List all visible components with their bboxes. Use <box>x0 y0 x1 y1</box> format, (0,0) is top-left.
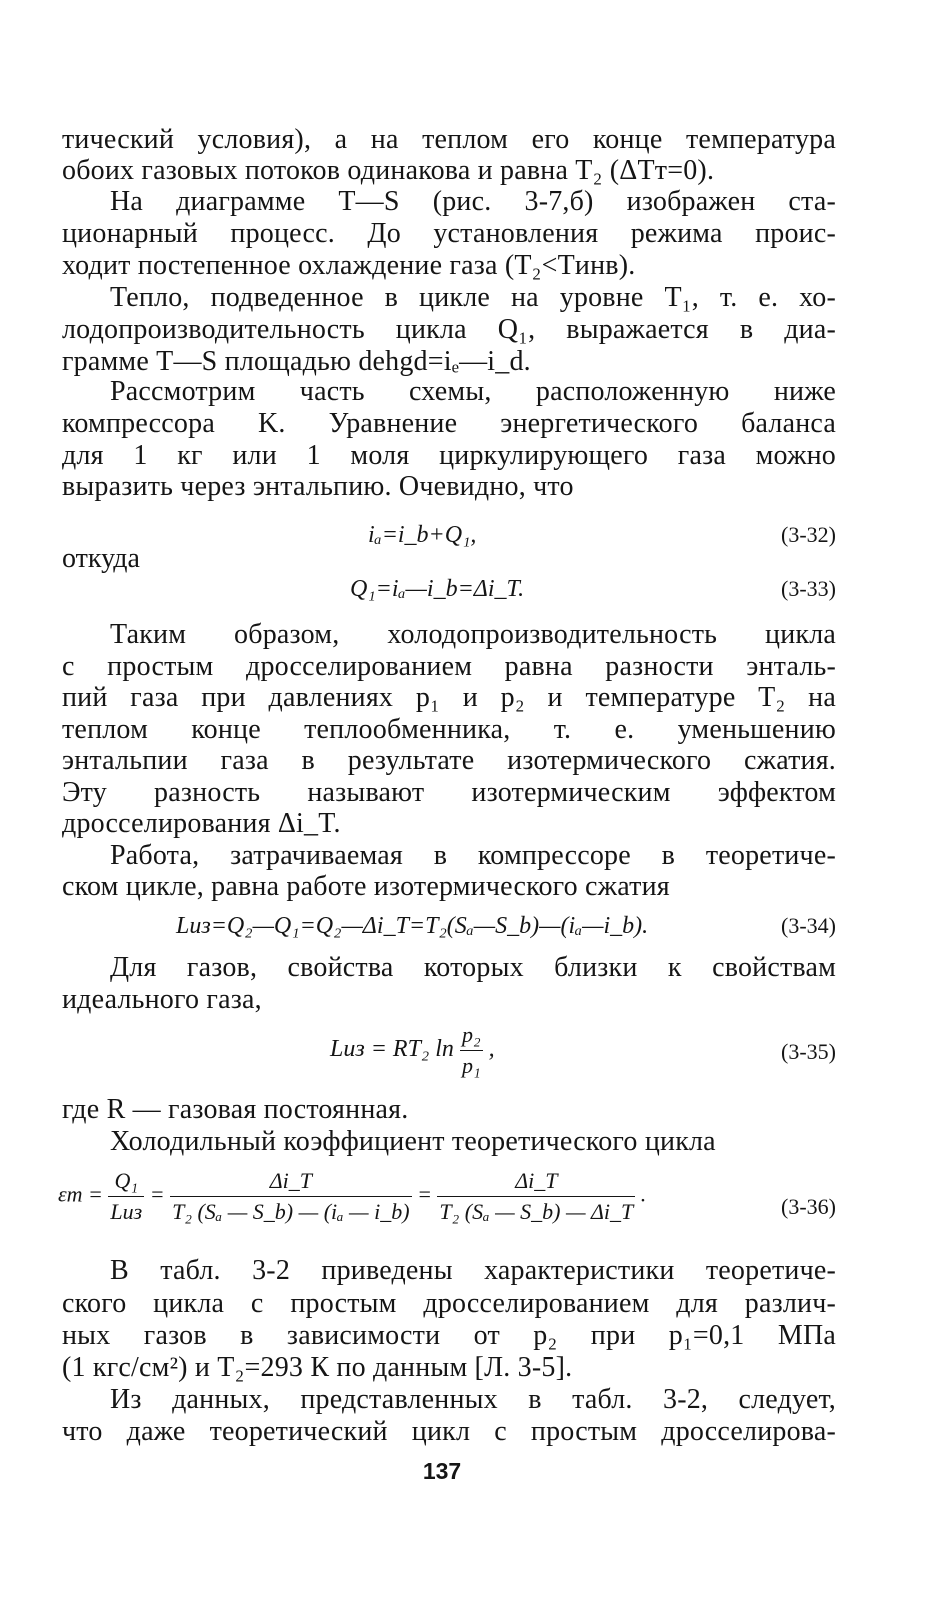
text-line: Таким образом, холодопроизводительность цикла <box>110 619 836 650</box>
text-line: ском цикле, равна работе изотермического сжатия <box>62 871 670 902</box>
fraction-numerator: Δi_T <box>269 1168 312 1193</box>
equation-tail: . <box>640 1181 647 1207</box>
text-line: Работа, затрачиваемая в компрессоре в теоретиче- <box>110 840 836 871</box>
text-line: теплом конце теплообменника, т. е. уменьшению <box>62 714 836 745</box>
text-line: энтальпии газа в результате изотермического сжатия. <box>62 745 836 776</box>
text-line: ционарный процесс. До установления режима проис- <box>62 218 836 249</box>
text-line: для 1 кг или 1 моля циркулирующего газа можно <box>62 440 836 471</box>
text-line: Для газов, свойства которых близки к свойствам <box>110 952 836 983</box>
equation-3-34: Lиз=Q₂—Q₁=Q₂—Δi_T=T₂(Sₐ—S_b)—(iₐ—i_b). <box>176 913 649 939</box>
text-line: На диаграмме T—S (рис. 3-7,б) изображен ста- <box>110 186 836 217</box>
fraction-short-form <box>437 1168 635 1225</box>
text-line: выразить через энтальпию. Очевидно, что <box>62 471 574 502</box>
text-line: что даже теоретический цикл с простым дросселирова- <box>62 1416 836 1447</box>
text-line: грамме T—S площадью dehgd=iₑ—i_d. <box>62 346 531 377</box>
equation-3-33: Q₁=iₐ—i_b=Δi_T. <box>350 576 525 602</box>
text-line: Холодильный коэффициент теоретического цикла <box>110 1126 716 1157</box>
equation-number: (3-35) <box>781 1039 836 1064</box>
equals-sign: = <box>417 1181 432 1207</box>
equation-lhs: Lиз = RT₂ ln <box>330 1036 454 1063</box>
text-line: Рассмотрим часть схемы, расположенную ниже <box>110 376 836 407</box>
text-line: Тепло, подведенное в цикле на уровне T₁, т. е. хо- <box>110 282 836 313</box>
text-line: с простым дросселированием равна разности энталь- <box>62 651 836 682</box>
text-line: В табл. 3-2 приведены характеристики теоретиче- <box>110 1255 836 1286</box>
fraction-denominator: T₂ (Sₐ — S_b) — (iₐ — i_b) <box>170 1196 411 1225</box>
equation-3-32: iₐ=i_b+Q₁, <box>368 522 477 548</box>
text-line: идеального газа, <box>62 984 262 1015</box>
pressure-ratio-fraction <box>460 1022 483 1079</box>
connector-word: откуда <box>62 543 140 574</box>
fraction-denominator: Lиз <box>108 1196 144 1225</box>
fraction-numerator: p₂ <box>461 1022 481 1047</box>
text-line: Эту разность называют изотермическим эффектом <box>62 777 836 808</box>
text-line: тический условия), а на теплом его конце температура <box>62 124 836 155</box>
text-line: ского цикла с простым дросселированием для различ- <box>62 1288 836 1319</box>
equation-tail: , <box>488 1036 495 1063</box>
text-line: (1 кгс/см²) и T₂=293 К по данным [Л. 3-5]. <box>62 1352 573 1383</box>
equation-number: (3-36) <box>781 1194 836 1219</box>
fraction-denominator: T₂ (Sₐ — S_b) — Δi_T <box>437 1196 635 1225</box>
fraction-numerator: Q₁ <box>114 1168 139 1193</box>
text-line: ходит постепенное охлаждение газа (T₂<Tинв). <box>62 250 636 281</box>
text-line: где R — газовая постоянная. <box>62 1094 409 1125</box>
text-line: пий газа при давлениях p₁ и p₂ и температуре T₂ на <box>62 682 836 713</box>
text-line: компрессора K. Уравнение энергетического баланса <box>62 408 836 439</box>
equation-number: (3-32) <box>781 522 836 547</box>
equation-number: (3-34) <box>781 913 836 938</box>
fraction-denominator: p₁ <box>460 1050 483 1079</box>
text-line: лодопроизводительность цикла Q₁, выражается в диа- <box>62 314 836 345</box>
fraction-numerator: Δi_T <box>515 1168 558 1193</box>
fraction-full-form <box>170 1168 411 1225</box>
equation-lhs: εт = <box>58 1181 103 1207</box>
text-line: обоих газовых потоков одинакова и равна T₂ (ΔTт=0). <box>62 155 715 186</box>
text-line: ных газов в зависимости от p₂ при p₁=0,1 МПа <box>62 1320 836 1351</box>
equation-number: (3-33) <box>781 576 836 601</box>
equation-3-36 <box>58 1168 646 1225</box>
text-line: Из данных, представленных в табл. 3-2, следует, <box>110 1384 836 1415</box>
equals-sign: = <box>149 1181 165 1207</box>
fraction-q-over-l <box>108 1168 144 1225</box>
page-number: 137 <box>422 1458 462 1484</box>
equation-3-35 <box>330 1022 495 1079</box>
text-line: дросселирования Δi_T. <box>62 808 341 839</box>
